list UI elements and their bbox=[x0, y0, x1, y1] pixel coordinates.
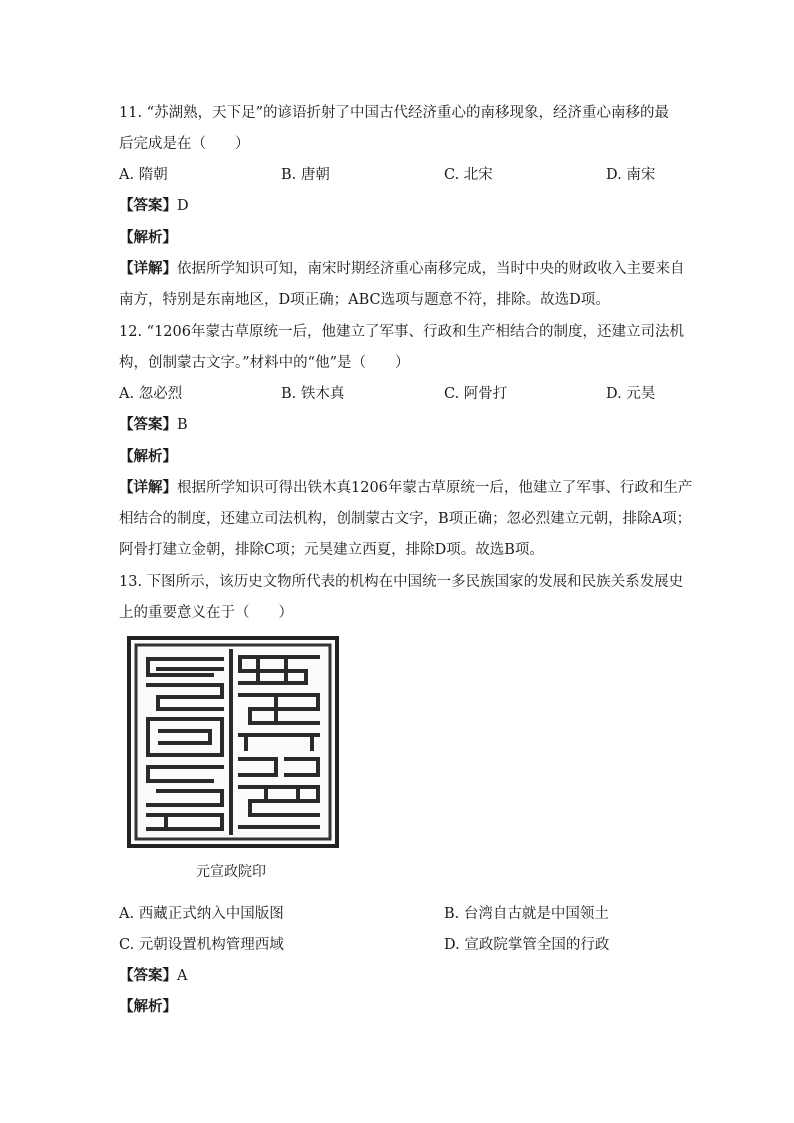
q11-stem-line2: 后完成是在（ ） bbox=[119, 136, 250, 152]
q13-stem-line2: 上的重要意义在于（ ） bbox=[119, 605, 293, 621]
q13-stem-line1: 13. 下图所示，该历史文物所代表的机构在中国统一多民族国家的发展和民族关系发展史 bbox=[119, 574, 684, 590]
q11-analysis-tag: 【解析】 bbox=[119, 229, 177, 246]
q12-option-b: B. 铁木真 bbox=[281, 386, 345, 402]
q12-option-a: A. 忽必烈 bbox=[119, 386, 183, 402]
q12-stem-line1: 12. “1206年蒙古草原统一后，他建立了军事、行政和生产相结合的制度，还建立司法机 bbox=[119, 324, 684, 340]
detail-tag: 【详解】 bbox=[119, 260, 177, 277]
q13-option-a: A. 西藏正式纳入中国版图 bbox=[119, 906, 284, 922]
q11-option-c: C. 北宋 bbox=[444, 167, 493, 183]
answer-tag: 【答案】 bbox=[119, 967, 177, 984]
q11-detail-line2: 南方，特别是东南地区，D项正确；ABC选项与题意不符，排除。故选D项。 bbox=[119, 292, 610, 308]
answer-value: A bbox=[177, 968, 188, 984]
seal-image bbox=[126, 635, 340, 849]
q12-option-c: C. 阿骨打 bbox=[444, 386, 508, 402]
q13-answer bbox=[119, 966, 187, 986]
q13-option-d: D. 宣政院掌管全国的行政 bbox=[444, 937, 610, 953]
answer-value: B bbox=[177, 417, 188, 433]
q12-detail-line2: 相结合的制度，还建立司法机构，创制蒙古文字，B项正确；忽必烈建立元朝，排除A项； bbox=[119, 511, 692, 527]
q11-stem-line1: 11. “苏湖熟，天下足”的谚语折射了中国古代经济重心的南移现象，经济重心南移的最 bbox=[119, 105, 669, 121]
answer-tag: 【答案】 bbox=[119, 416, 177, 433]
q11-option-b: B. 唐朝 bbox=[281, 167, 330, 183]
q11-option-a: A. 隋朝 bbox=[119, 167, 168, 183]
detail-text: 依据所学知识可知，南宋时期经济重心南移完成，当时中央的财政收入主要来自 bbox=[177, 261, 685, 277]
q12-option-d: D. 元昊 bbox=[606, 386, 656, 402]
detail-text: 根据所学知识可得出铁木真1206年蒙古草原统一后，他建立了军事、行政和生产 bbox=[177, 480, 693, 496]
q12-answer bbox=[119, 415, 188, 435]
q13-option-b: B. 台湾自古就是中国领土 bbox=[444, 906, 609, 922]
q12-detail-line3: 阿骨打建立金朝，排除C项；元昊建立西夏，排除D项。故选B项。 bbox=[119, 542, 544, 558]
figure-caption: 元宣政院印 bbox=[196, 864, 266, 880]
q11-answer bbox=[119, 196, 189, 216]
q13-analysis-tag: 【解析】 bbox=[119, 998, 177, 1015]
q11-option-d: D. 南宋 bbox=[606, 167, 656, 183]
answer-tag: 【答案】 bbox=[119, 197, 177, 214]
q11-detail-line1 bbox=[119, 259, 685, 279]
q12-stem-line2: 构，创制蒙古文字。”材料中的“他”是（ ） bbox=[119, 355, 410, 371]
q12-detail-line1 bbox=[119, 478, 692, 498]
answer-value: D bbox=[177, 198, 189, 214]
q12-analysis-tag: 【解析】 bbox=[119, 448, 177, 465]
q13-option-c: C. 元朝设置机构管理西域 bbox=[119, 937, 284, 953]
detail-tag: 【详解】 bbox=[119, 479, 177, 496]
